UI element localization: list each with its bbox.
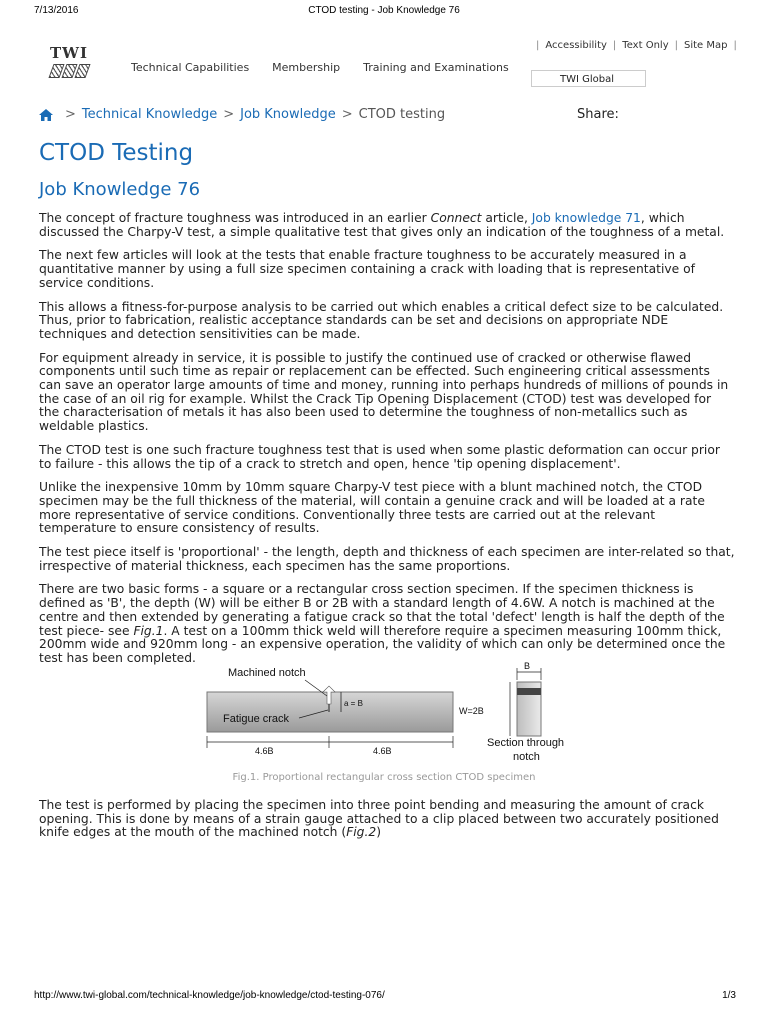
- paragraph: This allows a fitness-for-purpose analysis to be carried out which enables a critical defect size to be calculated. Thus, prior to fabrication, realistic acceptance standards can be set and decisions on appropriate NDE techniques and detection sensitivities can be made.: [39, 299, 724, 341]
- section-label-line1: Section through: [487, 737, 565, 749]
- w-equals-2b-label: W=2B: [459, 706, 484, 716]
- breadcrumb-separator: >: [223, 107, 235, 122]
- print-url: http://www.twi-global.com/technical-knowledge/job-knowledge/ctod-testing-076/: [34, 990, 385, 1001]
- nav-technical-capabilities[interactable]: Technical Capabilities: [131, 61, 250, 74]
- breadcrumb-job-knowledge[interactable]: Job Knowledge: [240, 107, 336, 122]
- twi-logo[interactable]: [48, 45, 90, 85]
- paragraph: Unlike the inexpensive 10mm by 10mm square Charpy-V test piece with a blunt machined notch, the CTOD specimen may be the full thickness of the material, will contain a genuine crack and will be loaded at a rate more representative of service conditions. Conventionally three tests are carried out at the relevant temperature to ensure consistency of results.: [39, 480, 705, 536]
- page-number: 1/3: [722, 990, 736, 1001]
- paragraph-forms: There are two basic forms - a square or a rectangular cross section specimen. If the specimen thickness is defined as 'B', the depth (W) will be either B or 2B with a standard length of 4.6W. A notch is machined at the centre and then extended by generating a fatigue crack so that the total 'defect' length is half the depth of the test piece- see Fig.1. A test on a 100mm thick weld will therefore require a specimen measuring 100mm thick, 200mm wide and 920mm long - an expensive operation, the validity of which can only be determined once the test has been completed.: [39, 582, 726, 665]
- share-label: Share:: [577, 107, 619, 122]
- utility-links: | Accessibility | Text Only | Site Map |: [536, 40, 737, 51]
- figure-caption: Fig.1. Proportional rectangular cross section CTOD specimen: [232, 772, 536, 783]
- region-select[interactable]: TWI Global: [531, 70, 646, 87]
- print-date: 7/13/2016: [34, 5, 79, 16]
- paragraph: The test piece itself is 'proportional' - the length, depth and thickness of each specimen are inter-related so that, irrespective of material thickness, each specimen has the same proportions.: [39, 545, 735, 573]
- article-body-continued: [39, 799, 735, 840]
- fatigue-crack-label: Fatigue crack: [223, 713, 290, 725]
- main-nav: [131, 61, 532, 74]
- page-subtitle: Job Knowledge 76: [39, 179, 201, 200]
- nav-membership[interactable]: Membership: [272, 61, 341, 74]
- job-knowledge-71-link[interactable]: Job knowledge 71: [531, 211, 641, 225]
- paragraph-procedure: The test is performed by placing the specimen into three point bending and measuring the amount of crack opening. This is done by means of a strain gauge attached to a clip placed between two accurately positioned knife edges at the mouth of the machined notch (Fig.2): [39, 798, 719, 840]
- accessibility-link[interactable]: Accessibility: [545, 40, 607, 51]
- text-only-link[interactable]: Text Only: [622, 40, 669, 51]
- site-map-link[interactable]: Site Map: [683, 40, 728, 51]
- paragraph: The next few articles will look at the tests that enable fracture toughness to be accurately measured in a quantitative manner by using a full size specimen containing a crack with loading that is representative of service conditions.: [39, 248, 695, 290]
- paragraph: For equipment already in service, it is possible to justify the continued use of cracked or otherwise flawed components until such time as repair or replacement can be effected. Such engineering critical assessments can save an operator large amounts of time and money, running into perhaps hundreds of millions of pounds in the case of an oil rig for example. Whilst the Crack Tip Opening Displacement (CTOD) test was developed for the characterisation of metals it has also been used to determine the toughness of non-metallics such as weldable plastics.: [39, 350, 729, 434]
- home-icon[interactable]: [39, 109, 53, 121]
- breadcrumb-current: CTOD testing: [358, 107, 446, 122]
- b-label: B: [524, 661, 531, 671]
- a-equals-b-label: a = B: [344, 699, 363, 708]
- page-title: CTOD Testing: [39, 140, 194, 166]
- right-length-label: 4.6B: [373, 746, 392, 756]
- paragraph: The CTOD test is one such fracture toughness test that is used when some plastic deformation can occur prior to failure - this allows the tip of a crack to stretch and open, hence 'tip opening displacement'.: [39, 442, 720, 471]
- section-label-line2: notch: [513, 751, 540, 763]
- print-title: CTOD testing - Job Knowledge 76: [308, 5, 460, 16]
- logo-mark: [48, 64, 90, 78]
- article-body: [39, 212, 735, 676]
- nav-training[interactable]: Training and Examinations: [363, 61, 509, 74]
- machined-notch-label: Machined notch: [228, 667, 306, 679]
- left-length-label: 4.6B: [255, 746, 274, 756]
- paragraph-intro: The concept of fracture toughness was introduced in an earlier Connect article, Job knowledge 71, which discussed the Charpy-V test, a simple qualitative test that gives only an indication of the toughness of a metal.: [39, 211, 725, 239]
- breadcrumb-separator: >: [65, 107, 76, 122]
- logo-text: TWI: [49, 44, 89, 62]
- print-header: [0, 0, 768, 18]
- breadcrumb-separator: >: [341, 107, 353, 122]
- breadcrumb-technical-knowledge[interactable]: Technical Knowledge: [81, 107, 218, 122]
- breadcrumb: [39, 107, 445, 122]
- ctod-specimen-figure: [205, 660, 577, 768]
